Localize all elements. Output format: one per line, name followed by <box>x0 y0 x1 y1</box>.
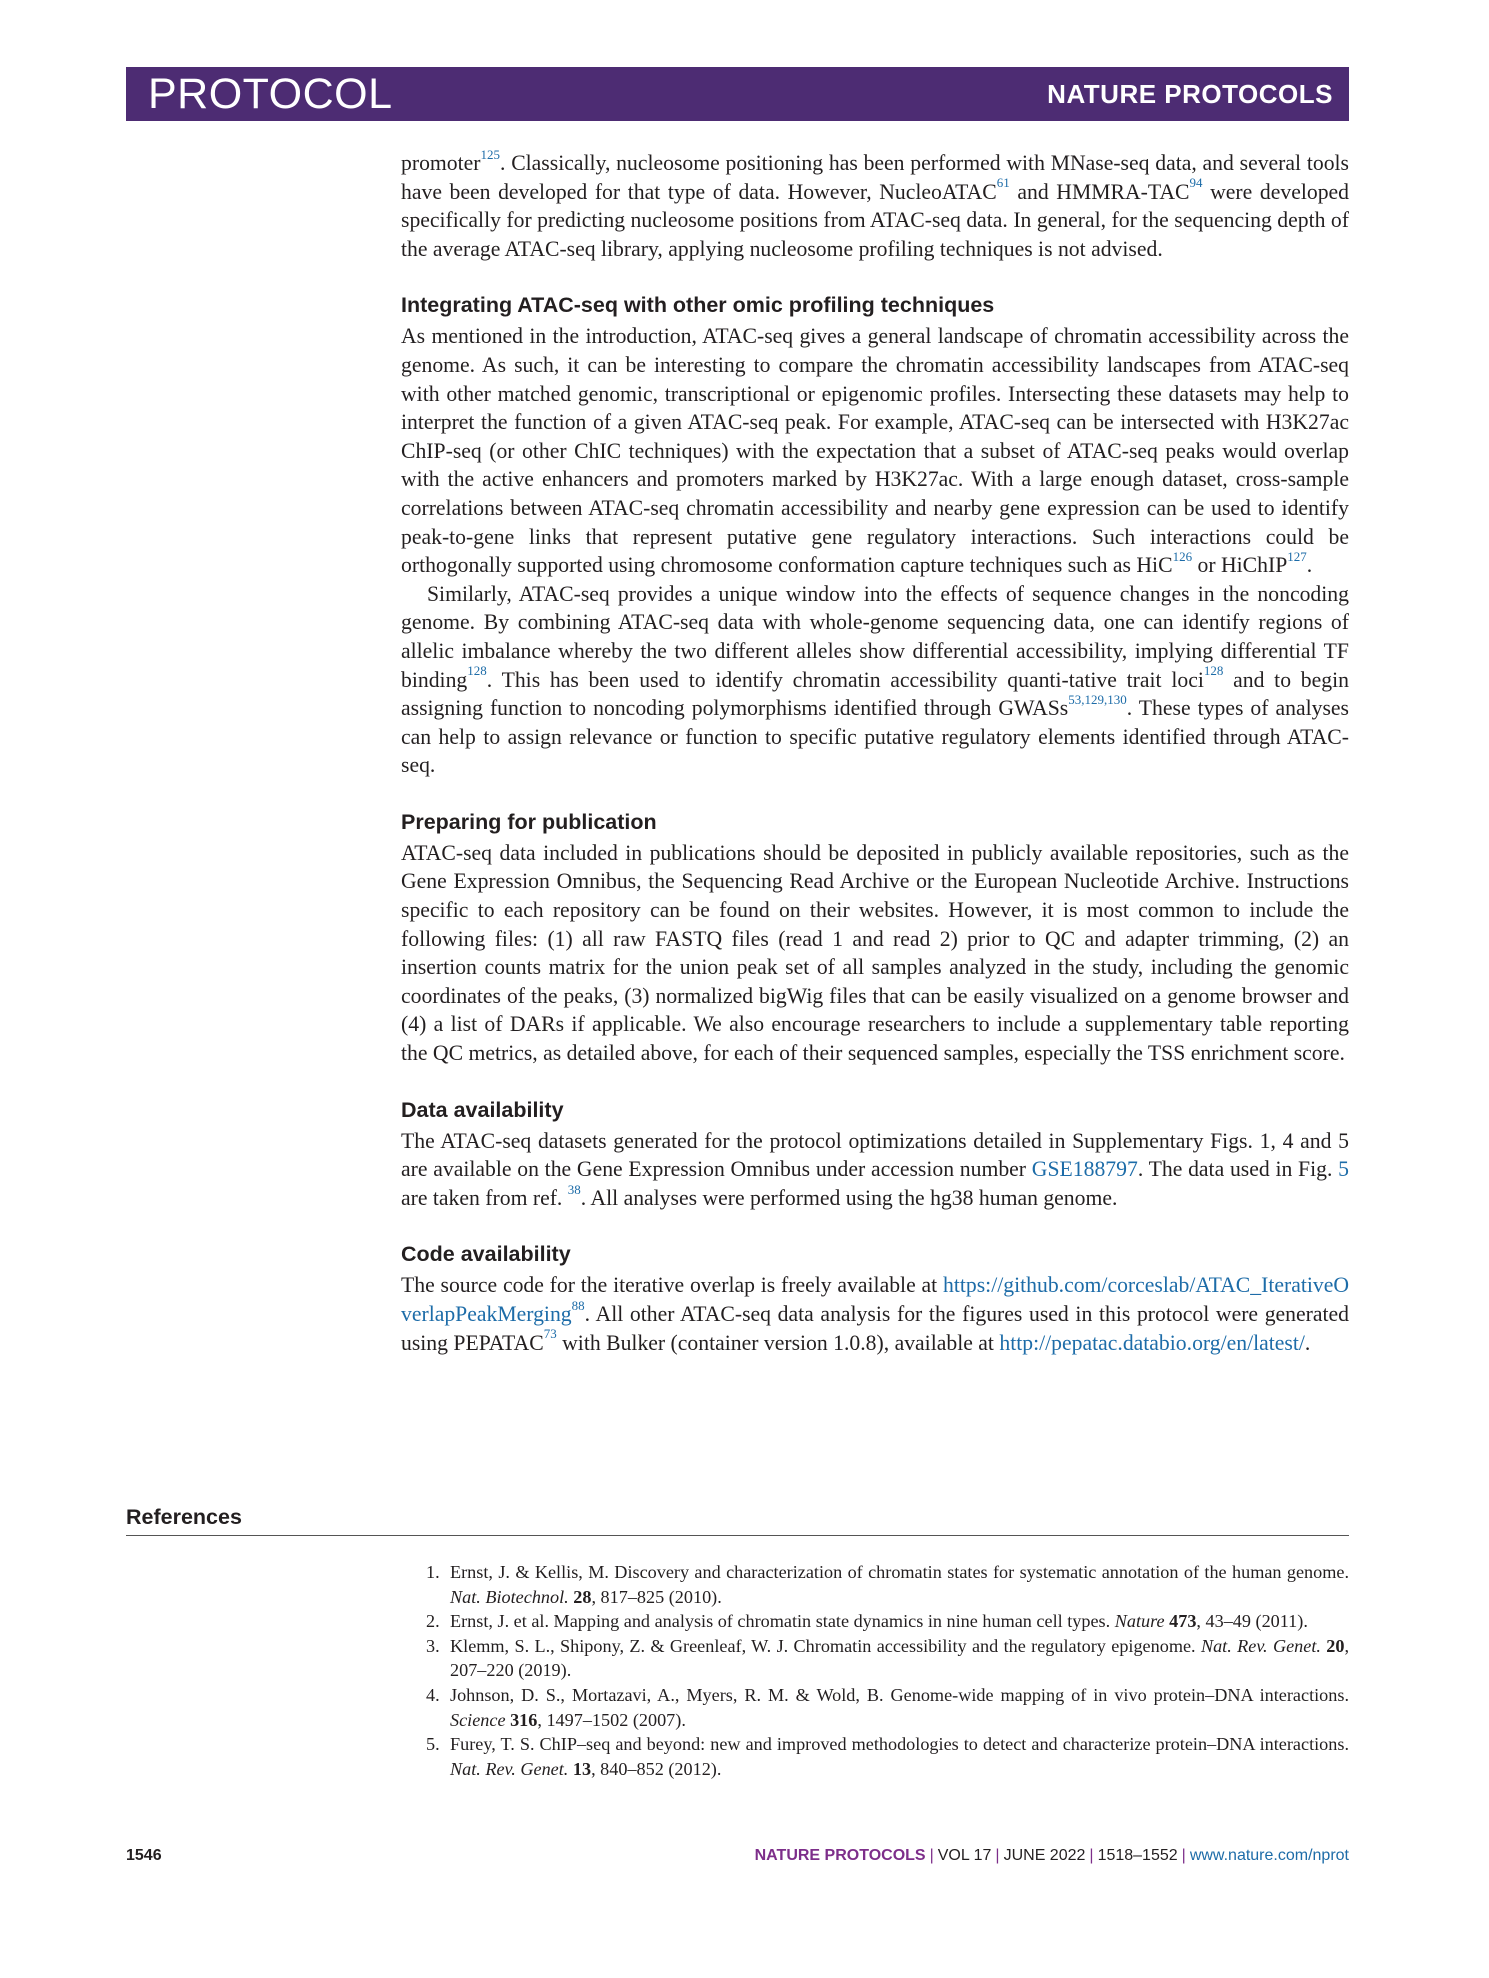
citation-link[interactable]: 73 <box>543 1326 557 1342</box>
section-heading-integrating: Integrating ATAC-seq with other omic profiling techniques <box>401 293 995 318</box>
footer-citation: NATURE PROTOCOLS | VOL 17 | JUNE 2022 | 1518–1552 | www.nature.com/nprot <box>754 1847 1349 1864</box>
footer-journal: NATURE PROTOCOLS <box>754 1847 926 1864</box>
section-heading-code: Code availability <box>401 1242 571 1267</box>
section-label: PROTOCOL <box>148 70 393 118</box>
journal-name: NATURE PROTOCOLS <box>1047 79 1333 109</box>
reference-item: 4. Johnson, D. S., Mortazavi, A., Myers, R. M. & Wold, B. Genome-wide mapping of in vivo protein–DNA interactions. Science 316, 1497–1502 (2007). <box>426 1684 1349 1730</box>
paragraph: ATAC-seq data included in publications should be deposited in publicly available repositories, such as the Gene Expression Omnibus, the Sequencing Read Archive or the European Nucleotide Archive. Instructions specific to each repository can be found on their websites. However, it is most common to include the following files: (1) all raw FASTQ files (read 1 and read 2) prior to QC and adapter trimming, (2) an insertion counts matrix for the union peak set of all samples analyzed in the study, including the genomic coordinates of the peaks, (3) normalized bigWig files that can be easily visualized on a genome browser and (4) a list of DARs if applicable. We also encourage researchers to include a supplementary table reporting the QC metrics, as detailed above, for each of their sequenced samples, especially the TSS enrichment score. <box>401 840 1349 1066</box>
paragraph: The ATAC-seq datasets generated for the protocol optimizations detailed in Supplementary Figs. 1, 4 and 5 are available on the Gene Expression Omnibus under accession number GSE188797. The data used in Fig. 5 are taken from ref. $^{38}$. All analyses were performed using the hg38 human genome. <box>401 1128 1349 1210</box>
footer-volume: VOL 17 <box>937 1847 992 1864</box>
citation-link[interactable]: 61 <box>996 175 1010 191</box>
paragraph: As mentioned in the introduction, ATAC-seq gives a general landscape of chromatin accessibility across the genome. As such, it can be interesting to compare the chromatin accessibility landscapes from ATAC-seq with other matched genomic, transcriptional or epigenomic profiles. Intersecting these datasets may help to interpret the function of a given ATAC-seq peak. For example, ATAC-seq can be intersected with H3K27ac ChIP-seq (or other ChIC techniques) with the expectation that a subset of ATAC-seq peaks would overlap with the active enhancers and promoters marked by H3K27ac. With a large enough dataset, cross-sample correlations between ATAC-seq chromatin accessibility and nearby gene expression can be used to identify peak-to-gene links that represent putative gene regulatory interactions. Such interactions could be orthogonally supported using chromosome conformation capture techniques such as HiC$^{126}$ or HiChIP$^{127}$. <box>401 324 1349 578</box>
article-body <box>401 146 1350 1357</box>
footer-date: JUNE 2022 <box>1003 1847 1086 1864</box>
github-link[interactable]: https://github.com/corceslab/ATAC_IterativeOverlapPeakMerging <box>401 1273 1349 1326</box>
paragraph: The source code for the iterative overlap is freely available at https://github.com/corceslab/ATAC_IterativeOverlapPeakMerging$^{88}$. All other ATAC-seq data analysis for the figures used in this protocol were generated using PEPATAC$^{73}$ with Bulker (container version 1.0.8), available at http://pepatac.databio.org/en/latest/. <box>401 1273 1349 1355</box>
journal-url-link[interactable]: www.nature.com/nprot <box>1189 1847 1349 1864</box>
page-header <box>126 67 1349 121</box>
citation-link[interactable]: 38 <box>567 1181 581 1197</box>
citation-link[interactable]: 127 <box>1287 548 1307 564</box>
references-divider <box>126 1535 1349 1536</box>
citation-link[interactable]: 125 <box>480 146 500 162</box>
paragraph: Similarly, ATAC-seq provides a unique window into the effects of sequence changes in the noncoding genome. By combining ATAC-seq data with whole-genome sequencing data, one can identify regions of allelic imbalance whereby the two different alleles show differential accessibility, implying differential TF binding$^{128}$. This has been used to identify chromatin accessibility quanti-tative trait loci$^{128}$ and to begin assigning function to noncoding polymorphisms identified through GWASs$^{53,129,130}$. These types of analyses can help to assign relevance or function to specific putative regulatory elements identified through ATAC-seq. <box>401 581 1349 778</box>
citation-link[interactable]: 53,129,130 <box>1068 691 1127 707</box>
section-heading-data: Data availability <box>401 1097 564 1122</box>
reference-item: 1. Ernst, J. & Kellis, M. Discovery and characterization of chromatin states for systematic annotation of the human genome. Nat. Biotechnol. 28, 817–825 (2010). <box>426 1562 1349 1607</box>
citation-link[interactable]: 88 <box>571 1297 585 1313</box>
section-heading-publication: Preparing for publication <box>401 809 657 834</box>
figure-link[interactable]: 5 <box>1338 1157 1349 1182</box>
page-number: 1546 <box>126 1847 162 1864</box>
intro-paragraph: promoter$^{125}$. Classically, nucleosome positioning has been performed with MNase-seq data, and several tools have been developed for that type of data. However, NucleoATAC$^{61}$ and HMMRA-TAC$^{94}$ were developed specifically for predicting nucleosome positions from ATAC-seq data. In general, for the sequencing depth of the average ATAC-seq library, applying nucleosome profiling techniques is not advised. <box>401 146 1350 261</box>
citation-link[interactable]: 94 <box>1189 175 1203 191</box>
citation-link[interactable]: 128 <box>1203 663 1224 679</box>
citation-link[interactable]: 126 <box>1172 548 1193 564</box>
references-title: References <box>126 1505 242 1529</box>
reference-item: 2. Ernst, J. et al. Mapping and analysis of chromatin state dynamics in nine human cell types. Nature 473, 43–49 (2011). <box>426 1611 1308 1632</box>
footer-pages: 1518–1552 <box>1097 1847 1178 1864</box>
citation-link[interactable]: 128 <box>467 663 487 679</box>
accession-link[interactable]: GSE188797 <box>1031 1157 1138 1182</box>
reference-item: 5. Furey, T. S. ChIP–seq and beyond: new and improved methodologies to detect and characterize protein–DNA interactions. Nat. Rev. Genet. 13, 840–852 (2012). <box>426 1734 1349 1779</box>
pepatac-link[interactable]: http://pepatac.databio.org/en/latest/ <box>999 1330 1305 1355</box>
reference-item: 3. Klemm, S. L., Shipony, Z. & Greenleaf, W. J. Chromatin accessibility and the regulatory epigenome. Nat. Rev. Genet. 20, 207–220 (2019). <box>426 1635 1350 1681</box>
references-list <box>426 1560 1349 1781</box>
